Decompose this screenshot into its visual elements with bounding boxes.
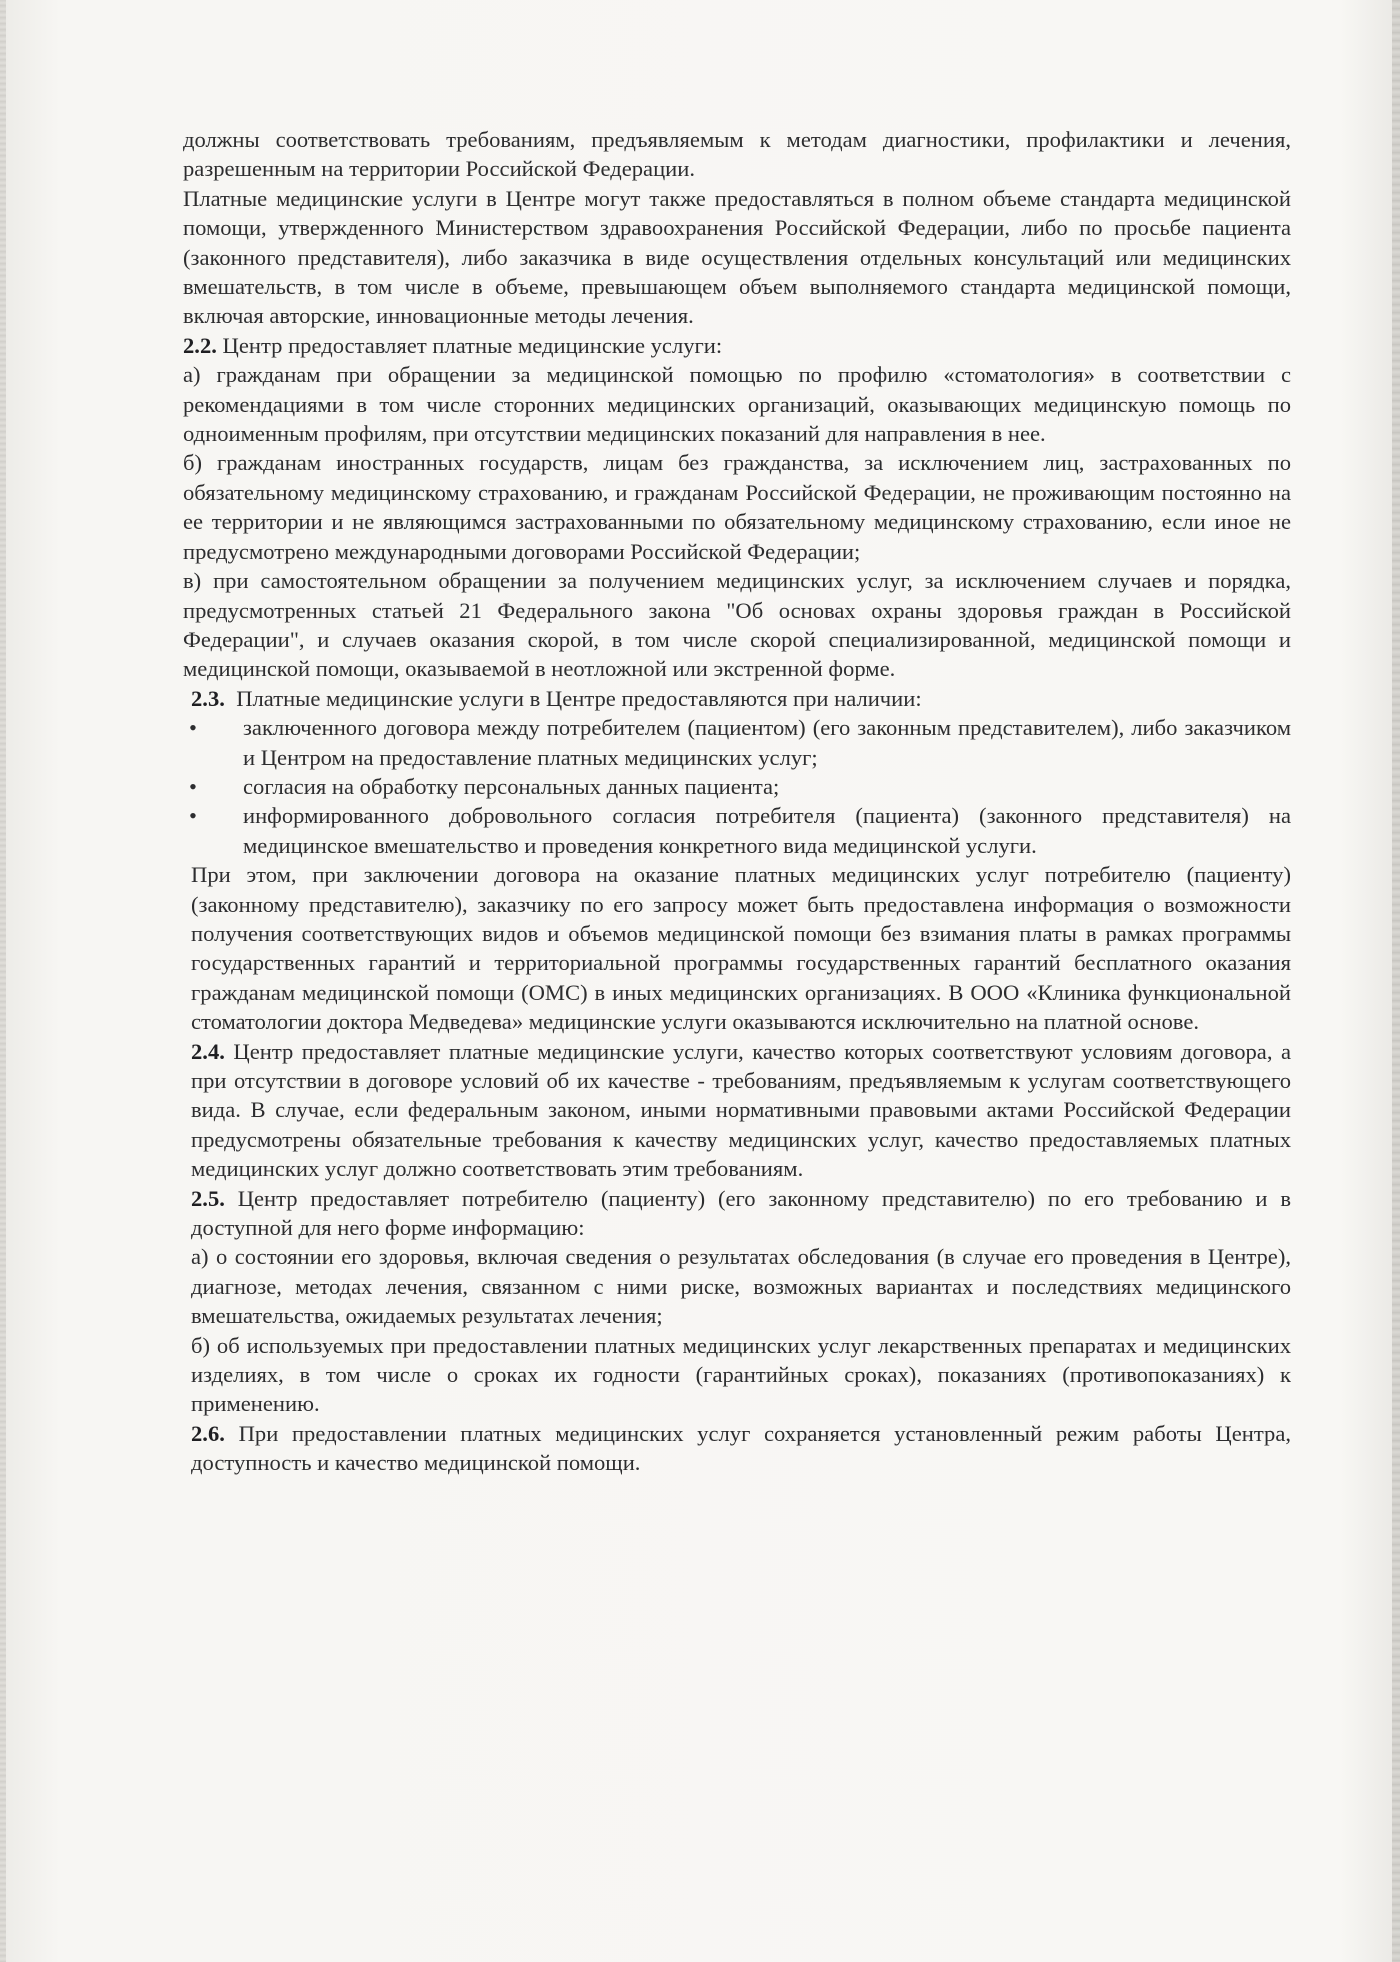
section-number: 2.2. (183, 332, 217, 358)
section-2-5-item-b: б) об используемых при предоставлении платных медицинских услуг лекарственных препаратах и медицинских изделиях, в том числе о сроках их годности (гарантийных сроках), показаниях (противопоказаниях) к применению. (191, 1332, 1291, 1417)
section-2-3-note: При этом, при заключении договора на оказание платных медицинских услуг потребителю (пациенту) (законному представителю), заказчику по его запросу может быть предоставлена информация о возможности получения соответствующих видов и объемов медицинской помощи без взимания платы в рамках программы государственных гарантий и территориальной программы государственных гарантий бесплатного оказания гражданам медицинской помощи (ОМС) в иных медицинских организациях. В ООО «Клиника функциональной стоматологии доктора Медведева» медицинские услуги оказываются исключительно на платной основе. (191, 862, 1291, 1035)
section-2-2-item-a: а) гражданам при обращении за медицинской помощью по профилю «стоматология» в соответствии с рекомендациями в том числе сторонних медицинских организаций, оказывающих медицинскую помощь по одноименным профилям, при отсутствии медицинских показаний для направления в нее. (183, 362, 1291, 447)
section-text: Центр предоставляет потребителю (пациенту) (его законному представителю) по его требованию и в доступной для него форме информацию: (191, 1185, 1291, 1241)
section-2-5 (183, 1184, 1291, 1243)
section-number: 2.5. (191, 1185, 225, 1211)
section-2-3-bullets (183, 713, 1291, 860)
page-edge-left (0, 0, 6, 1962)
section-text: Центр предоставляет платные медицинские услуги, качество которых соответствуют условиям договора, а при отсутствии в договоре условий об их качестве - требованиям, предъявляемым к услугам соответствующего вида. В случае, если федеральным законом, иными нормативными правовыми актами Российской Федерации предусмотрены обязательные требования к качеству медицинских услуг, качество предоставляемых платных медицинских услуг должно соответствовать этим требованиям. (191, 1038, 1291, 1182)
section-2-2-item-b: б) гражданам иностранных государств, лицам без гражданства, за исключением лиц, застрахованных по обязательному медицинскому страхованию, и гражданам Российской Федерации, не проживающим постоянно на ее территории и не являющимся застрахованными по обязательному медицинскому страхованию, если иное не предусмотрено международными договорами Российской Федерации; (183, 450, 1291, 564)
section-text: При предоставлении платных медицинских услуг сохраняется установленный режим работы Центра, доступность и качество медицинской помощи. (191, 1420, 1291, 1476)
section-number: 2.4. (191, 1038, 225, 1064)
document-body (183, 125, 1291, 1478)
intro-paragraph-2: Платные медицинские услуги в Центре могут также предоставляться в полном объеме стандарта медицинской помощи, утвержденного Министерством здравоохранения Российской Федерации, либо по просьбе пациента (законного представителя), либо заказчика в виде осуществления отдельных консультаций или медицинских вмешательств, в том числе в объеме, превышающем объем выполняемого стандарта медицинской помощи, включая авторские, инновационные методы лечения. (183, 185, 1291, 329)
section-2-2 (183, 331, 1291, 360)
section-2-6 (183, 1419, 1291, 1478)
section-2-5-item-a: а) о состоянии его здоровья, включая сведения о результатах обследования (в случае его проведения в Центре), диагнозе, методах лечения, связанном с ними риске, возможных вариантах и последствиях медицинского вмешательства, ожидаемых результатах лечения; (191, 1244, 1291, 1329)
page-edge-right (1392, 0, 1400, 1962)
list-item: • информированного добровольного согласия потребителя (пациента) (законного представителя) на медицинское вмешательство и проведения конкретного вида медицинской услуги. (183, 801, 1291, 860)
section-text: Центр предоставляет платные медицинские услуги: (222, 332, 723, 358)
intro-paragraph-1: должны соответствовать требованиям, предъявляемым к методам диагностики, профилактики и лечения, разрешенным на территории Российской Федерации. (183, 127, 1291, 182)
section-text: Платные медицинские услуги в Центре предоставляются при наличии: (236, 685, 922, 711)
list-item: • согласия на обработку персональных данных пациента; (183, 772, 1291, 801)
list-item: • заключенного договора между потребителем (пациентом) (его законным представителем), либо заказчиком и Центром на предоставление платных медицинских услуг; (183, 713, 1291, 772)
section-2-2-item-v: в) при самостоятельном обращении за получением медицинских услуг, за исключением случаев и порядка, предусмотренных статьей 21 Федерального закона "Об основах охраны здоровья граждан в Российской Федерации", и случаев оказания скорой, в том числе скорой специализированной, медицинской помощи и медицинской помощи, оказываемой в неотложной или экстренной форме. (183, 568, 1291, 682)
section-2-3 (183, 684, 1291, 713)
section-number: 2.3. (191, 685, 225, 711)
section-number: 2.6. (191, 1420, 225, 1446)
section-2-4 (183, 1037, 1291, 1184)
